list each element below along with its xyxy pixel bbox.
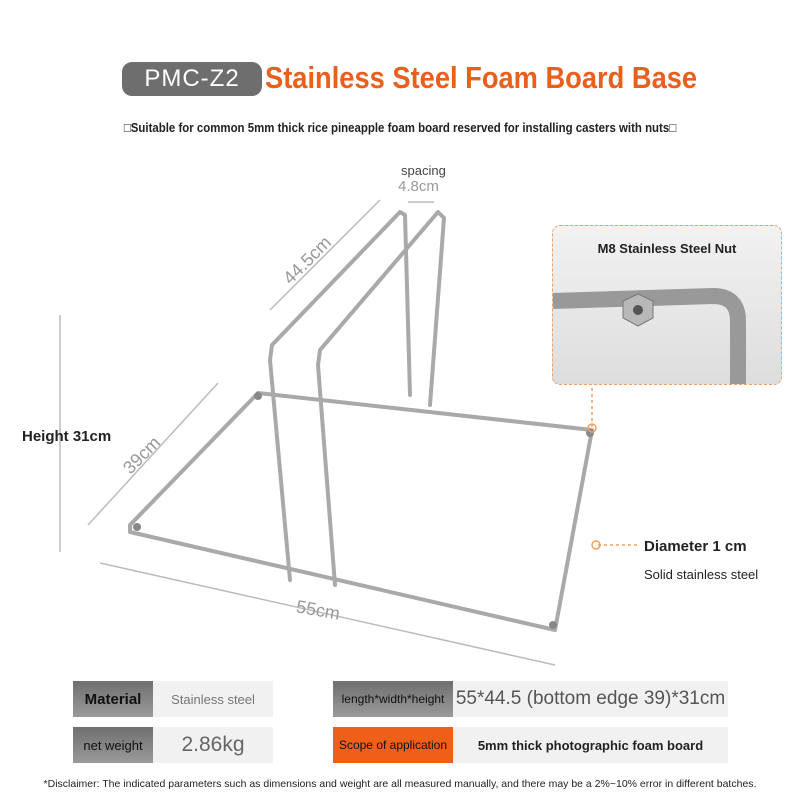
spec-value: 2.86kg <box>153 727 273 763</box>
spec-weight <box>73 727 273 763</box>
disclaimer: *Disclaimer: The indicated parameters such as dimensions and weight are all measured manually, and there may be a 2%~10% error in different batches. <box>43 778 757 790</box>
subtitle: □Suitable for common 5mm thick rice pineapple foam board reserved for installing casters with nuts□ <box>123 120 677 135</box>
nut-icon <box>553 226 782 385</box>
upright-frame-2 <box>318 212 444 585</box>
height-dimension: Height 31cm <box>22 428 112 445</box>
side-width-dimension: 39cm <box>119 432 165 478</box>
spec-value: Stainless steel <box>153 681 273 717</box>
spec-material <box>73 681 273 717</box>
nut-label: M8 Stainless Steel Nut <box>597 241 737 256</box>
spec-key: length*width*height <box>333 681 453 717</box>
spec-key: Material <box>73 681 153 717</box>
base-frame <box>130 393 592 630</box>
model-badge: PMC-Z2 <box>122 62 262 96</box>
length-dimension: 55cm <box>294 596 342 624</box>
page-title: Stainless Steel Foam Board Base <box>265 60 698 95</box>
spec-value: 5mm thick photographic foam board <box>453 727 728 763</box>
spacing-value: 4.8cm <box>398 178 439 195</box>
depth-dimension: 44.5cm <box>279 232 336 289</box>
diameter-note: Solid stainless steel <box>644 567 759 582</box>
spec-scope <box>333 727 728 763</box>
spec-dimensions <box>333 681 728 717</box>
nut-detail-inset <box>552 225 782 385</box>
spec-key: Scope of application <box>333 727 453 763</box>
diameter-label: Diameter 1 cm <box>644 538 747 555</box>
spec-value: 55*44.5 (bottom edge 39)*31cm <box>453 681 728 717</box>
spec-key: net weight <box>73 727 153 763</box>
spacing-label: spacing <box>401 163 446 178</box>
